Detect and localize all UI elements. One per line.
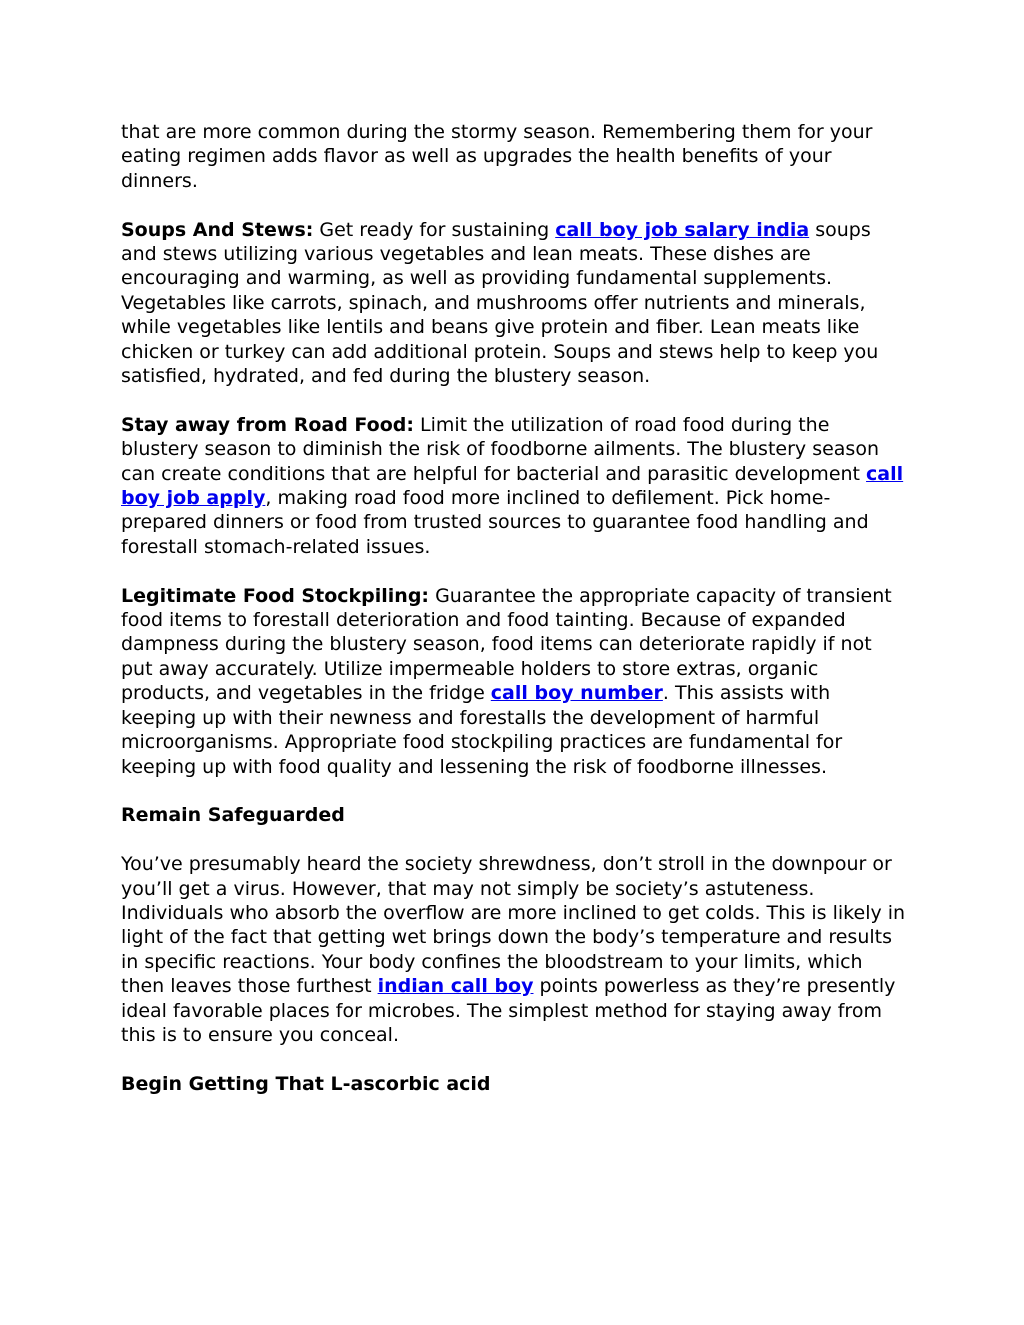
safeguarded-text-before: You’ve presumably heard the society shrewdness, don’t stroll in the downpour or you’ll get a virus. However, that may not simply be society’s astuteness. Individuals who absorb the overflow are more inclined to get colds. This is likely in light of the fact that getting wet brings down the body’s temperature and results in specific reactions. Your body confines the bloodstream to your limits, which then leaves those furthest [121,853,906,998]
vitamin-heading: Begin Getting That L-ascorbic acid [121,1072,491,1095]
call-boy-job-apply-link[interactable]: call boy job apply [121,462,904,510]
stockpiling-text-after: . This assists with keeping up with their newness and forestalls the development of harmful microorganisms. Appropriate food stockpiling practices are fundamental for keeping up with food quality and lessening the risk of foodborne illnesses. [121,682,843,778]
remain-safeguarded-heading: Remain Safeguarded [121,804,345,827]
intro-text: that are more common during the stormy season. Remembering them for your eating regimen adds flavor as well as upgrades the health benefits of your dinners. [121,121,873,192]
call-boy-job-salary-india-link[interactable]: call boy job salary india [555,218,810,241]
intro-paragraph [121,120,906,193]
road-food-text-after: , making road food more inclined to defilement. Pick home-prepared dinners or food from trusted sources to guarantee food handling and forestall stomach-related issues. [121,487,869,558]
indian-call-boy-link[interactable]: indian call boy [377,975,534,998]
document-page [121,120,906,1096]
soups-text-after: soups and stews utilizing various vegetables and lean meats. These dishes are encouraging and warming, as well as providing fundamental supplements. Vegetables like carrots, spinach, and mushrooms offer nutrients and minerals, while vegetables like lentils and beans give protein and fiber. Lean meats like chicken or turkey can add additional protein. Soups and stews help to keep you satisfied, hydrated, and fed during the blustery season. [121,218,879,388]
safeguarded-text-after: points powerless as they’re presently ideal favorable places for microbes. The simplest method for staying away from this is to ensure you conceal. [121,975,896,1046]
road-food-paragraph [121,413,906,559]
soups-paragraph [121,218,906,389]
stockpiling-paragraph [121,584,906,779]
road-food-label: Stay away from Road Food: [121,413,414,436]
call-boy-number-link[interactable]: call boy number [490,682,663,705]
soups-text-before: Get ready for sustaining [313,218,556,241]
soups-label: Soups And Stews: [121,218,314,241]
stockpiling-label: Legitimate Food Stockpiling: [121,584,430,607]
safeguarded-paragraph [121,852,906,1047]
stockpiling-text-before: Guarantee the appropriate capacity of transient food items to forestall deterioration and food tainting. Because of expanded dampness during the blustery season, food items can deteriorate rapidly if not put away accurately. Utilize impermeable holders to store extras, organic products, and vegetables in the fridge [121,584,892,705]
road-food-text-before: Limit the utilization of road food during the blustery season to diminish the risk of foodborne ailments. The blustery season can create conditions that are helpful for bacterial and parasitic development [121,413,879,485]
